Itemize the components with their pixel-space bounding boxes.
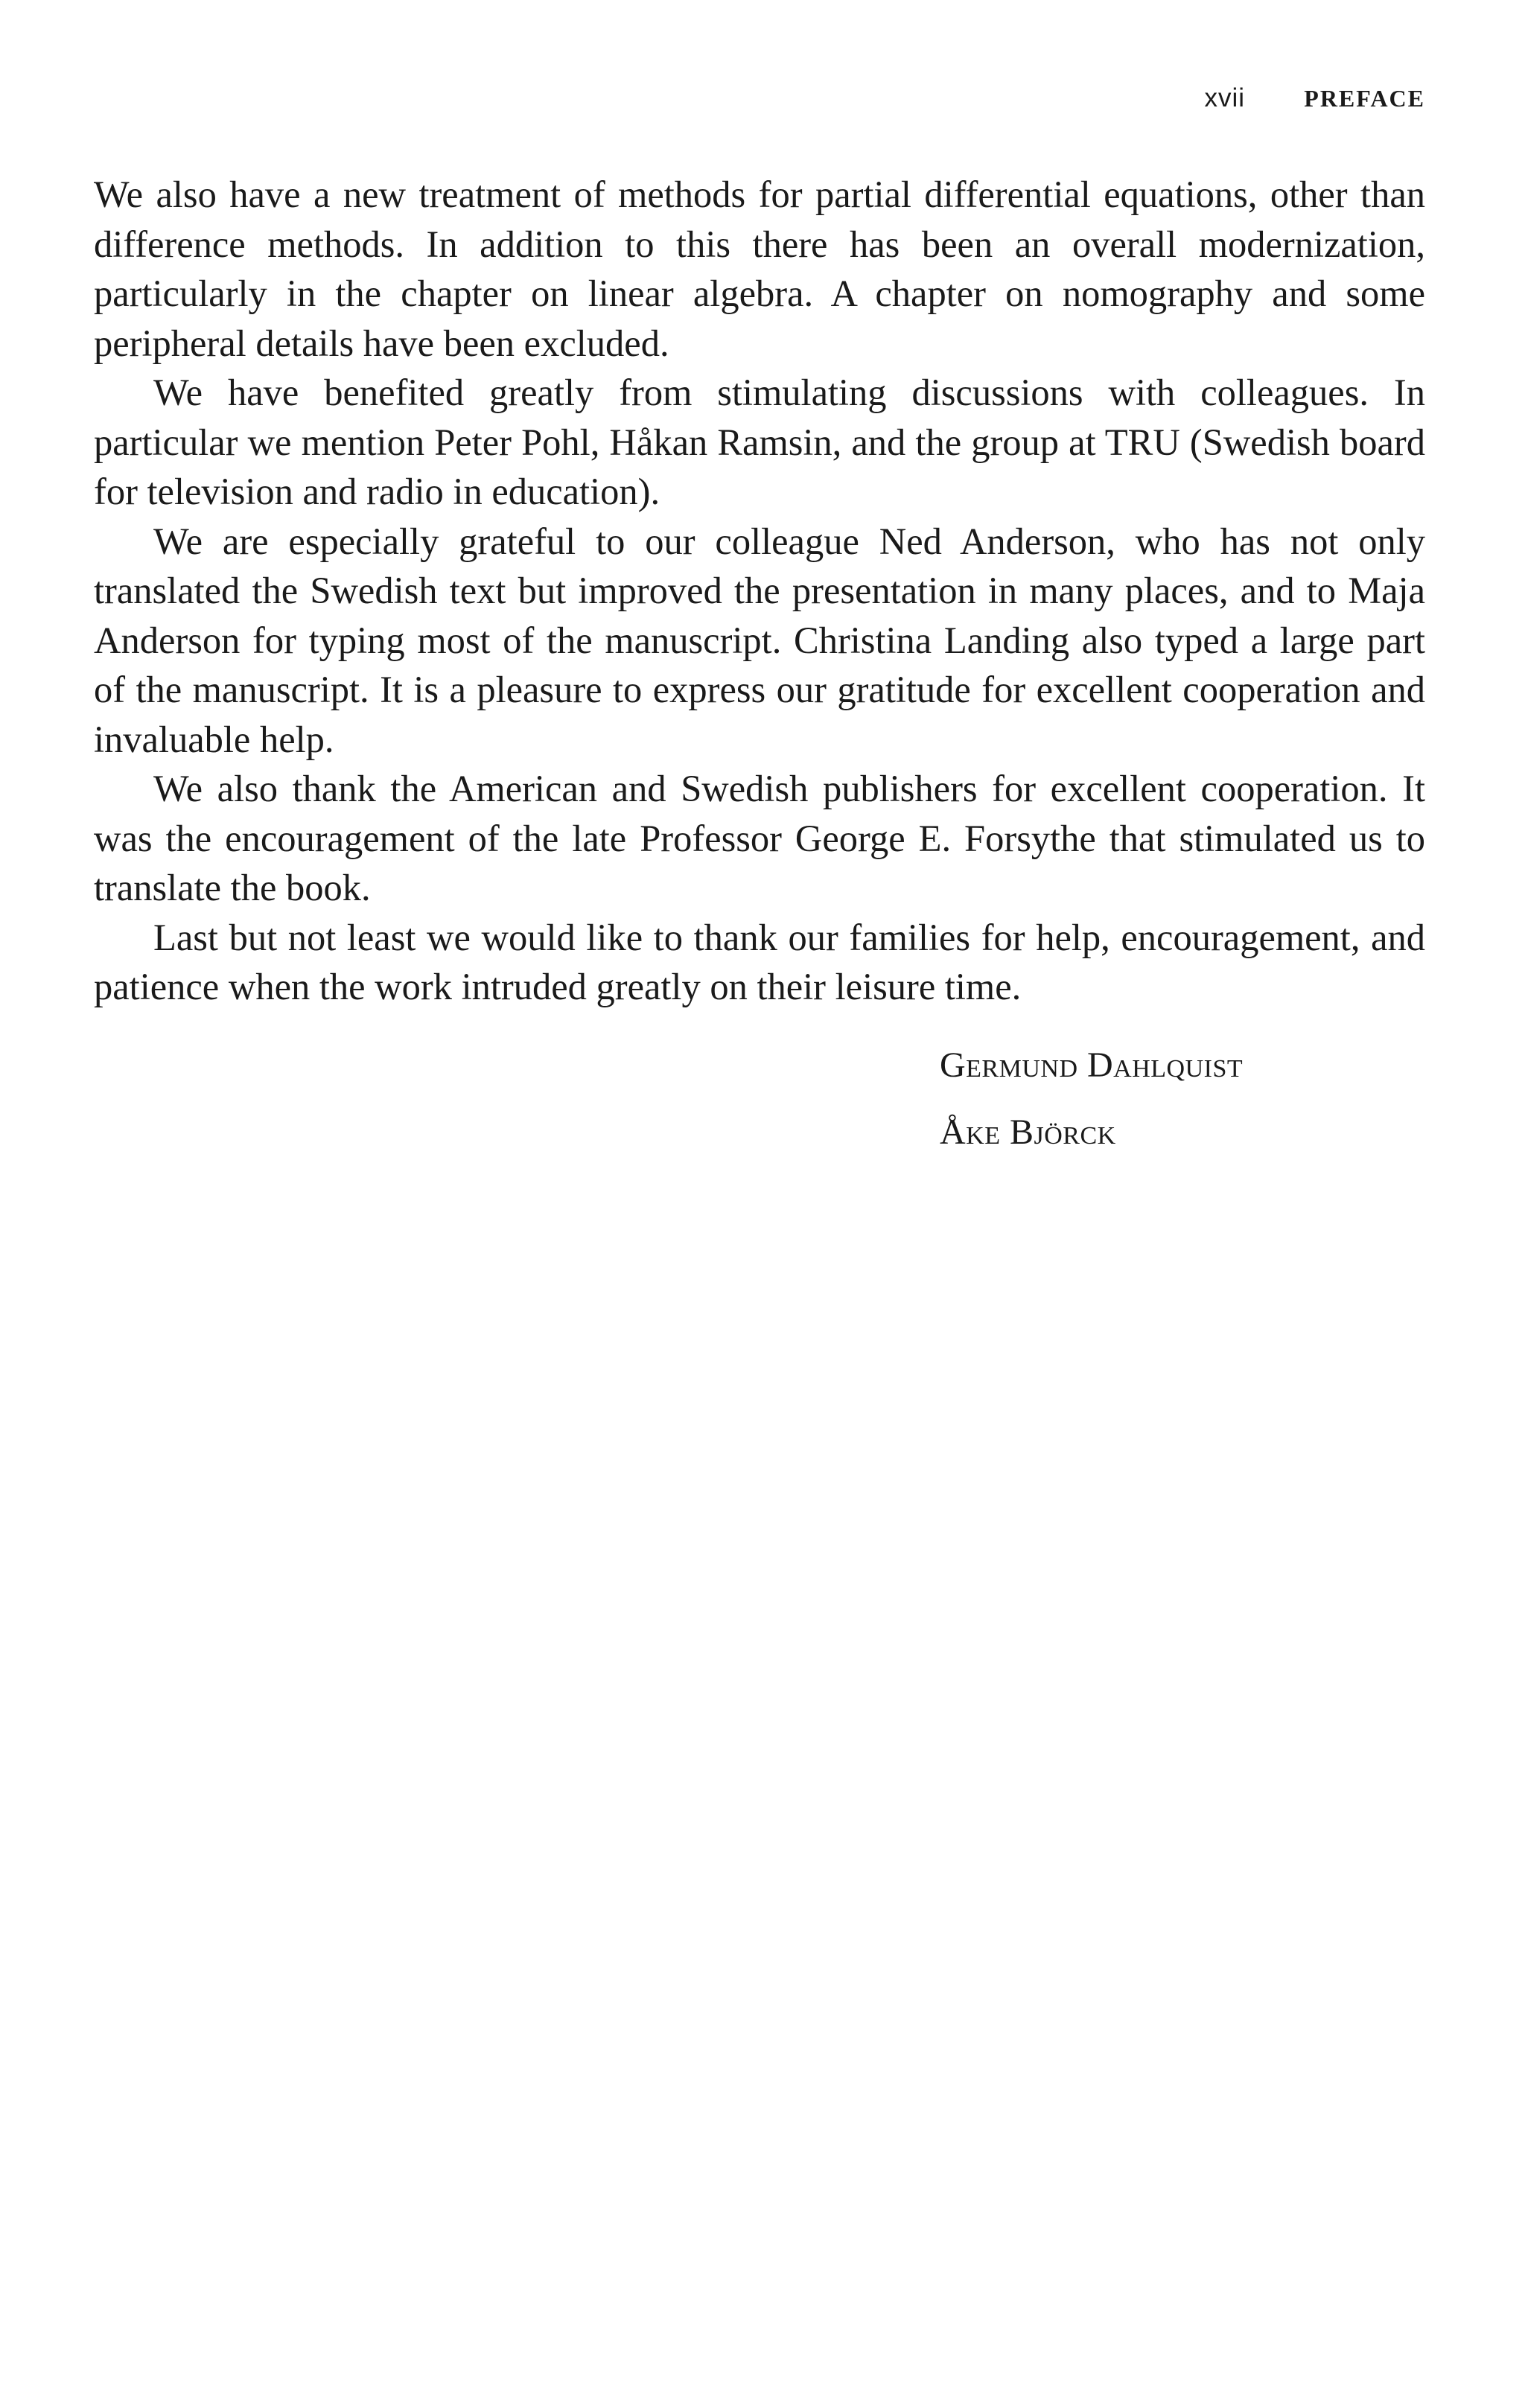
paragraph: We have benefited greatly from stimulating discussions with colleagues. In particular we mention Peter Pohl, Håkan Ramsin, and the group at TRU (Swedish board for television and radio in education). — [94, 372, 1425, 512]
paragraph: We are especially grateful to our colleague Ned Anderson, who has not only translated the Swedish text but improved the presentation in many places, and to Maja Anderson for typing most of the manuscript. Christina Landing also typed a large part of the manuscript. It is a pleasure to express our gratitude for excellent cooperation and invaluable help. — [94, 520, 1425, 760]
paragraph: We also have a new treatment of methods for partial differential equations, other than difference methods. In addition to this there has been an overall modernization, particularly in the chapter on linear algebra. A chapter on nomography and some peripheral details have been excluded. — [94, 173, 1425, 364]
paragraph: We also thank the American and Swedish publishers for excellent cooperation. It was the encouragement of the late Professor George E. Forsythe that stimulated us to translate the book. — [94, 768, 1425, 908]
author-name: Germund Dahlquist — [940, 1045, 1244, 1085]
paragraph: Last but not least we would like to thank our families for help, encouragement, and patience when the work intruded greatly on their leisure time. — [94, 916, 1425, 1007]
author-signatures — [940, 1032, 1243, 1166]
running-head-title: PREFACE — [1304, 85, 1425, 112]
running-header — [1204, 83, 1425, 113]
page-number: xvii — [1204, 83, 1246, 112]
author-name: Åke Björck — [940, 1112, 1116, 1152]
preface-body — [94, 170, 1425, 1012]
